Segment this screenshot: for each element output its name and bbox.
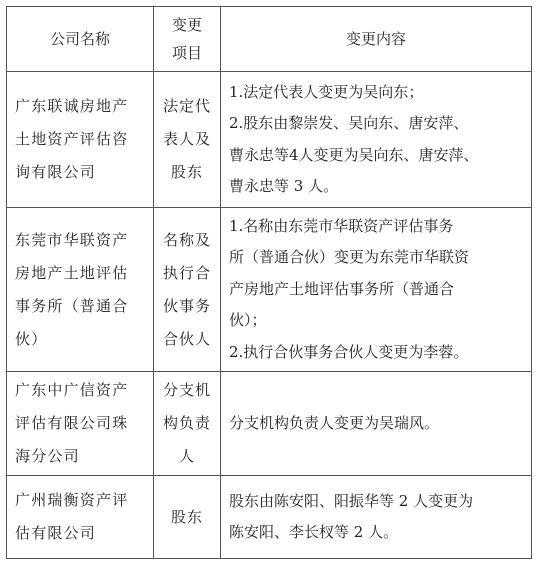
content-line: 曹永忠等4人变更为吴向东、唐安萍、 — [229, 145, 479, 164]
content-line: 产房地产土地评估事务所（普通合 — [229, 279, 455, 298]
content-line: 陈安阳、李长杈等 2 人。 — [229, 523, 399, 541]
item-line: 执行合 — [162, 263, 211, 282]
change-content-cell — [221, 372, 532, 476]
header-content: 变更内容 — [221, 7, 532, 72]
change-item-cell — [154, 476, 221, 559]
company-line: 房地产土地评估 — [15, 263, 129, 282]
change-table — [6, 6, 532, 559]
item-line: 人 — [178, 447, 195, 465]
company-line: 评估有限公司珠 — [15, 414, 129, 432]
content-line: 1.名称由东莞市华联资产评估事务 — [229, 216, 454, 235]
header-company: 公司名称 — [7, 7, 154, 72]
table-row — [7, 72, 532, 208]
content-line: 所（普通合伙）变更为东莞市华联资 — [229, 248, 470, 267]
table-row — [7, 208, 532, 372]
item-line: 表人及 — [162, 130, 211, 148]
header-item-line: 项目 — [171, 44, 202, 62]
item-line: 合伙人 — [162, 329, 211, 348]
change-item-cell — [154, 208, 221, 372]
company-line: 询有限公司 — [15, 163, 97, 181]
table-row — [7, 476, 532, 559]
item-line: 法定代 — [162, 97, 211, 115]
content-line: 2.股东由黎崇发、吴向东、唐安萍、 — [229, 114, 469, 132]
header-item-line: 变更 — [171, 16, 202, 34]
change-item-cell — [154, 372, 221, 476]
company-name-cell — [7, 476, 154, 559]
company-name-cell — [7, 72, 154, 208]
item-line: 分支机 — [162, 381, 211, 399]
item-line: 股东 — [170, 507, 203, 526]
item-line: 伙事务 — [162, 296, 211, 315]
content-line: 分支机构负责人变更为吴瑞风。 — [229, 413, 440, 432]
item-line: 名称及 — [162, 230, 211, 249]
table-row — [7, 372, 532, 476]
company-line: 估有限公司 — [15, 524, 97, 542]
content-line: 2.执行合伙事务合伙人变更为李蓉。 — [229, 342, 469, 361]
change-content-cell — [221, 476, 532, 559]
company-line: 广州瑞衡资产评 — [15, 491, 129, 509]
item-line: 股东 — [170, 163, 203, 181]
company-line: 东莞市华联资产 — [15, 230, 129, 249]
content-line: 股东由陈安阳、阳振华等 2 人变更为 — [229, 491, 474, 510]
change-item-cell — [154, 72, 221, 208]
company-line: 土地资产评估咨 — [15, 130, 129, 148]
content-line: 伙）； — [229, 311, 267, 330]
company-line: 广东中广信资产 — [15, 381, 129, 399]
company-line: 伙） — [15, 329, 48, 348]
content-line: 1.法定代表人变更为吴向东； — [229, 82, 424, 101]
company-line: 广东联诚房地产 — [15, 97, 129, 115]
company-name-cell — [7, 372, 154, 476]
company-line: 事务所（普通合 — [15, 296, 129, 315]
item-line: 构负责 — [162, 414, 211, 432]
company-name-cell — [7, 208, 154, 372]
content-line: 曹永忠等 3 人。 — [229, 177, 339, 195]
company-line: 海分公司 — [15, 447, 80, 465]
header-row — [7, 7, 532, 72]
change-content-cell — [221, 208, 532, 372]
header-item — [154, 7, 221, 72]
change-content-cell — [221, 72, 532, 208]
